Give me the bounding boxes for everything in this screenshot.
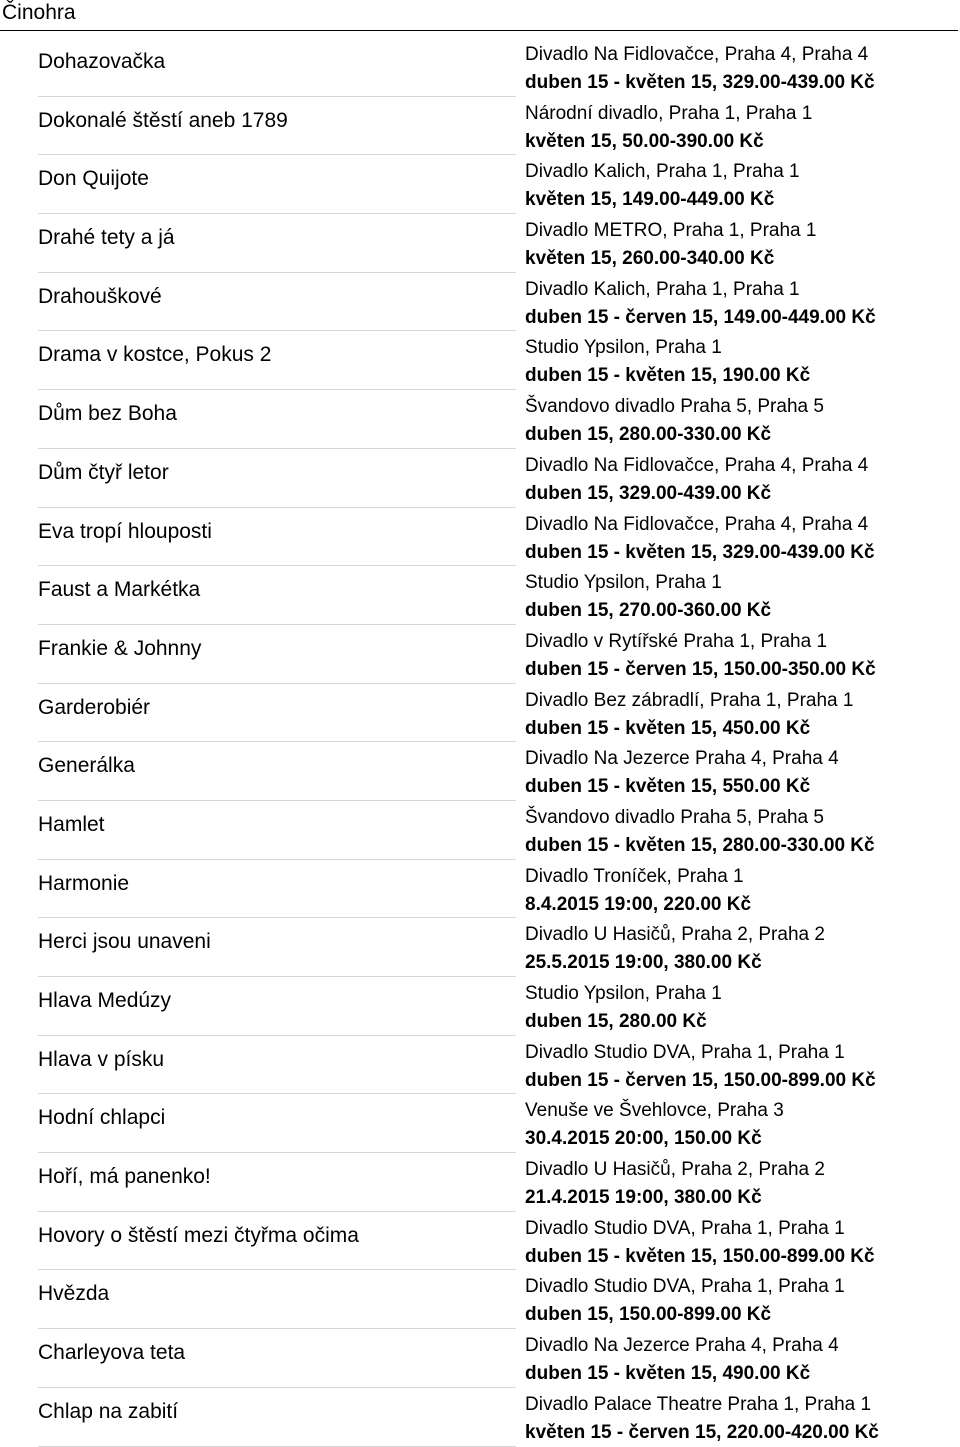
show-dates-price: duben 15 - květen 15, 190.00 Kč xyxy=(525,365,811,387)
show-venue: Divadlo Bez zábradlí, Praha 1, Praha 1 xyxy=(525,689,854,711)
show-title-link[interactable]: Drama v kostce, Pokus 2 xyxy=(38,343,272,367)
show-row xyxy=(38,1094,958,1153)
section-header xyxy=(0,0,958,31)
show-venue: Studio Ypsilon, Praha 1 xyxy=(525,337,722,359)
show-venue: Divadlo Na Jezerce Praha 4, Praha 4 xyxy=(525,748,839,770)
show-venue: Divadlo Na Fidlovačce, Praha 4, Praha 4 xyxy=(525,44,869,65)
show-row xyxy=(38,1153,958,1212)
show-dates-price: duben 15, 280.00 Kč xyxy=(525,1011,707,1032)
show-venue: Divadlo Kalich, Praha 1, Praha 1 xyxy=(525,161,800,183)
show-title-link[interactable]: Frankie & Johnny xyxy=(38,636,202,660)
show-dates-price: květen 15, 149.00-449.00 Kč xyxy=(525,189,775,211)
show-row xyxy=(38,38,958,97)
show-venue: Divadlo Kalich, Praha 1, Praha 1 xyxy=(525,278,800,300)
show-row xyxy=(38,331,958,390)
show-dates-price: 25.5.2015 19:00, 380.00 Kč xyxy=(525,952,762,974)
show-row xyxy=(38,1388,958,1447)
show-row xyxy=(38,684,958,743)
show-dates-price: duben 15, 329.00-439.00 Kč xyxy=(525,482,772,504)
show-venue: Divadlo Na Fidlovačce, Praha 4, Praha 4 xyxy=(525,454,869,476)
show-row xyxy=(38,625,958,684)
show-dates-price: 21.4.2015 19:00, 380.00 Kč xyxy=(525,1187,762,1209)
show-dates-price: duben 15 - červen 15, 150.00-350.00 Kč xyxy=(525,658,876,680)
show-row xyxy=(38,801,958,860)
show-title-link[interactable]: Charleyova teta xyxy=(38,1341,186,1365)
show-row xyxy=(38,1329,958,1388)
show-row xyxy=(38,1270,958,1329)
show-venue: Divadlo Studio DVA, Praha 1, Praha 1 xyxy=(525,1276,845,1298)
show-dates-price: duben 15, 270.00-360.00 Kč xyxy=(525,600,772,622)
show-title-link[interactable]: Hodní chlapci xyxy=(38,1106,166,1130)
show-dates-price: 30.4.2015 20:00, 150.00 Kč xyxy=(525,1128,762,1150)
show-row xyxy=(38,918,958,977)
show-title-link[interactable]: Generálka xyxy=(38,754,135,778)
show-dates-price: květen 15, 260.00-340.00 Kč xyxy=(525,248,775,270)
show-row xyxy=(38,155,958,214)
show-venue: Divadlo Na Fidlovačce, Praha 4, Praha 4 xyxy=(525,513,869,535)
show-title-link[interactable]: Dohazovačka xyxy=(38,50,166,73)
show-title-link[interactable]: Hlava v písku xyxy=(38,1047,165,1071)
show-title-link[interactable]: Dokonalé štěstí aneb 1789 xyxy=(38,108,288,132)
section-title: Činohra xyxy=(2,1,76,24)
show-title-link[interactable]: Harmonie xyxy=(38,871,130,895)
show-row xyxy=(38,508,958,567)
show-venue: Divadlo Na Jezerce Praha 4, Praha 4 xyxy=(525,1335,839,1357)
show-title-link[interactable]: Hoří, má panenko! xyxy=(38,1165,211,1189)
show-title-link[interactable]: Chlap na zabití xyxy=(38,1399,179,1423)
show-row xyxy=(38,273,958,332)
show-list xyxy=(38,38,958,1447)
show-title-link[interactable]: Drahouškové xyxy=(38,284,162,308)
show-venue: Divadlo Palace Theatre Praha 1, Praha 1 xyxy=(525,1393,872,1415)
show-venue: Divadlo U Hasičů, Praha 2, Praha 2 xyxy=(525,924,825,946)
show-title-link[interactable]: Faust a Markétka xyxy=(38,578,201,602)
show-venue: Studio Ypsilon, Praha 1 xyxy=(525,572,722,594)
show-dates-price: duben 15 - květen 15, 329.00-439.00 Kč xyxy=(525,541,875,563)
show-row xyxy=(38,214,958,273)
show-venue: Švandovo divadlo Praha 5, Praha 5 xyxy=(525,396,824,418)
show-venue: Studio Ypsilon, Praha 1 xyxy=(525,983,722,1004)
show-row xyxy=(38,390,958,449)
show-row xyxy=(38,1212,958,1271)
show-dates-price: duben 15 - květen 15, 150.00-899.00 Kč xyxy=(525,1245,875,1267)
show-venue: Národní divadlo, Praha 1, Praha 1 xyxy=(525,102,813,124)
show-venue: Divadlo METRO, Praha 1, Praha 1 xyxy=(525,220,817,242)
show-dates-price: květen 15 - červen 15, 220.00-420.00 Kč xyxy=(525,1421,879,1443)
show-title-link[interactable]: Hovory o štěstí mezi čtyřma očima xyxy=(38,1223,359,1247)
show-title-link[interactable]: Eva tropí hlouposti xyxy=(38,519,212,543)
show-dates-price: duben 15 - červen 15, 150.00-899.00 Kč xyxy=(525,1069,876,1091)
show-title-link[interactable]: Hamlet xyxy=(38,812,105,836)
show-row xyxy=(38,977,958,1036)
show-dates-price: duben 15 - květen 15, 450.00 Kč xyxy=(525,717,811,739)
show-dates-price: duben 15 - květen 15, 490.00 Kč xyxy=(525,1363,811,1385)
show-dates-price: duben 15 - červen 15, 149.00-449.00 Kč xyxy=(525,306,876,328)
show-row xyxy=(38,1036,958,1095)
show-venue: Divadlo Studio DVA, Praha 1, Praha 1 xyxy=(525,1217,845,1239)
show-dates-price: duben 15 - květen 15, 550.00 Kč xyxy=(525,776,811,798)
show-title-link[interactable]: Dům čtyř letor xyxy=(38,460,169,484)
show-venue: Švandovo divadlo Praha 5, Praha 5 xyxy=(525,806,824,828)
show-row xyxy=(38,449,958,508)
show-row xyxy=(38,97,958,156)
show-title-link[interactable]: Don Quijote xyxy=(38,167,149,191)
show-row xyxy=(38,860,958,919)
show-dates-price: duben 15, 280.00-330.00 Kč xyxy=(525,424,772,446)
show-title-link[interactable]: Garderobiér xyxy=(38,695,151,719)
show-venue: Divadlo U Hasičů, Praha 2, Praha 2 xyxy=(525,1159,825,1181)
show-dates-price: duben 15 - květen 15, 280.00-330.00 Kč xyxy=(525,834,875,856)
show-dates-price: duben 15, 150.00-899.00 Kč xyxy=(525,1304,772,1326)
show-dates-price: duben 15 - květen 15, 329.00-439.00 Kč xyxy=(525,72,875,93)
show-title-link[interactable]: Dům bez Boha xyxy=(38,402,177,426)
show-dates-price: květen 15, 50.00-390.00 Kč xyxy=(525,130,764,152)
show-venue: Venuše ve Švehlovce, Praha 3 xyxy=(525,1100,784,1122)
show-venue: Divadlo v Rytířské Praha 1, Praha 1 xyxy=(525,630,828,652)
show-venue: Divadlo Studio DVA, Praha 1, Praha 1 xyxy=(525,1041,845,1063)
show-title-link[interactable]: Hlava Medúzy xyxy=(38,989,172,1012)
show-title-link[interactable]: Herci jsou unaveni xyxy=(38,930,211,954)
show-title-link[interactable]: Hvězda xyxy=(38,1282,110,1306)
show-title-link[interactable]: Drahé tety a já xyxy=(38,226,175,250)
show-venue: Divadlo Troníček, Praha 1 xyxy=(525,865,744,887)
show-dates-price: 8.4.2015 19:00, 220.00 Kč xyxy=(525,893,752,915)
show-row xyxy=(38,742,958,801)
show-row xyxy=(38,566,958,625)
